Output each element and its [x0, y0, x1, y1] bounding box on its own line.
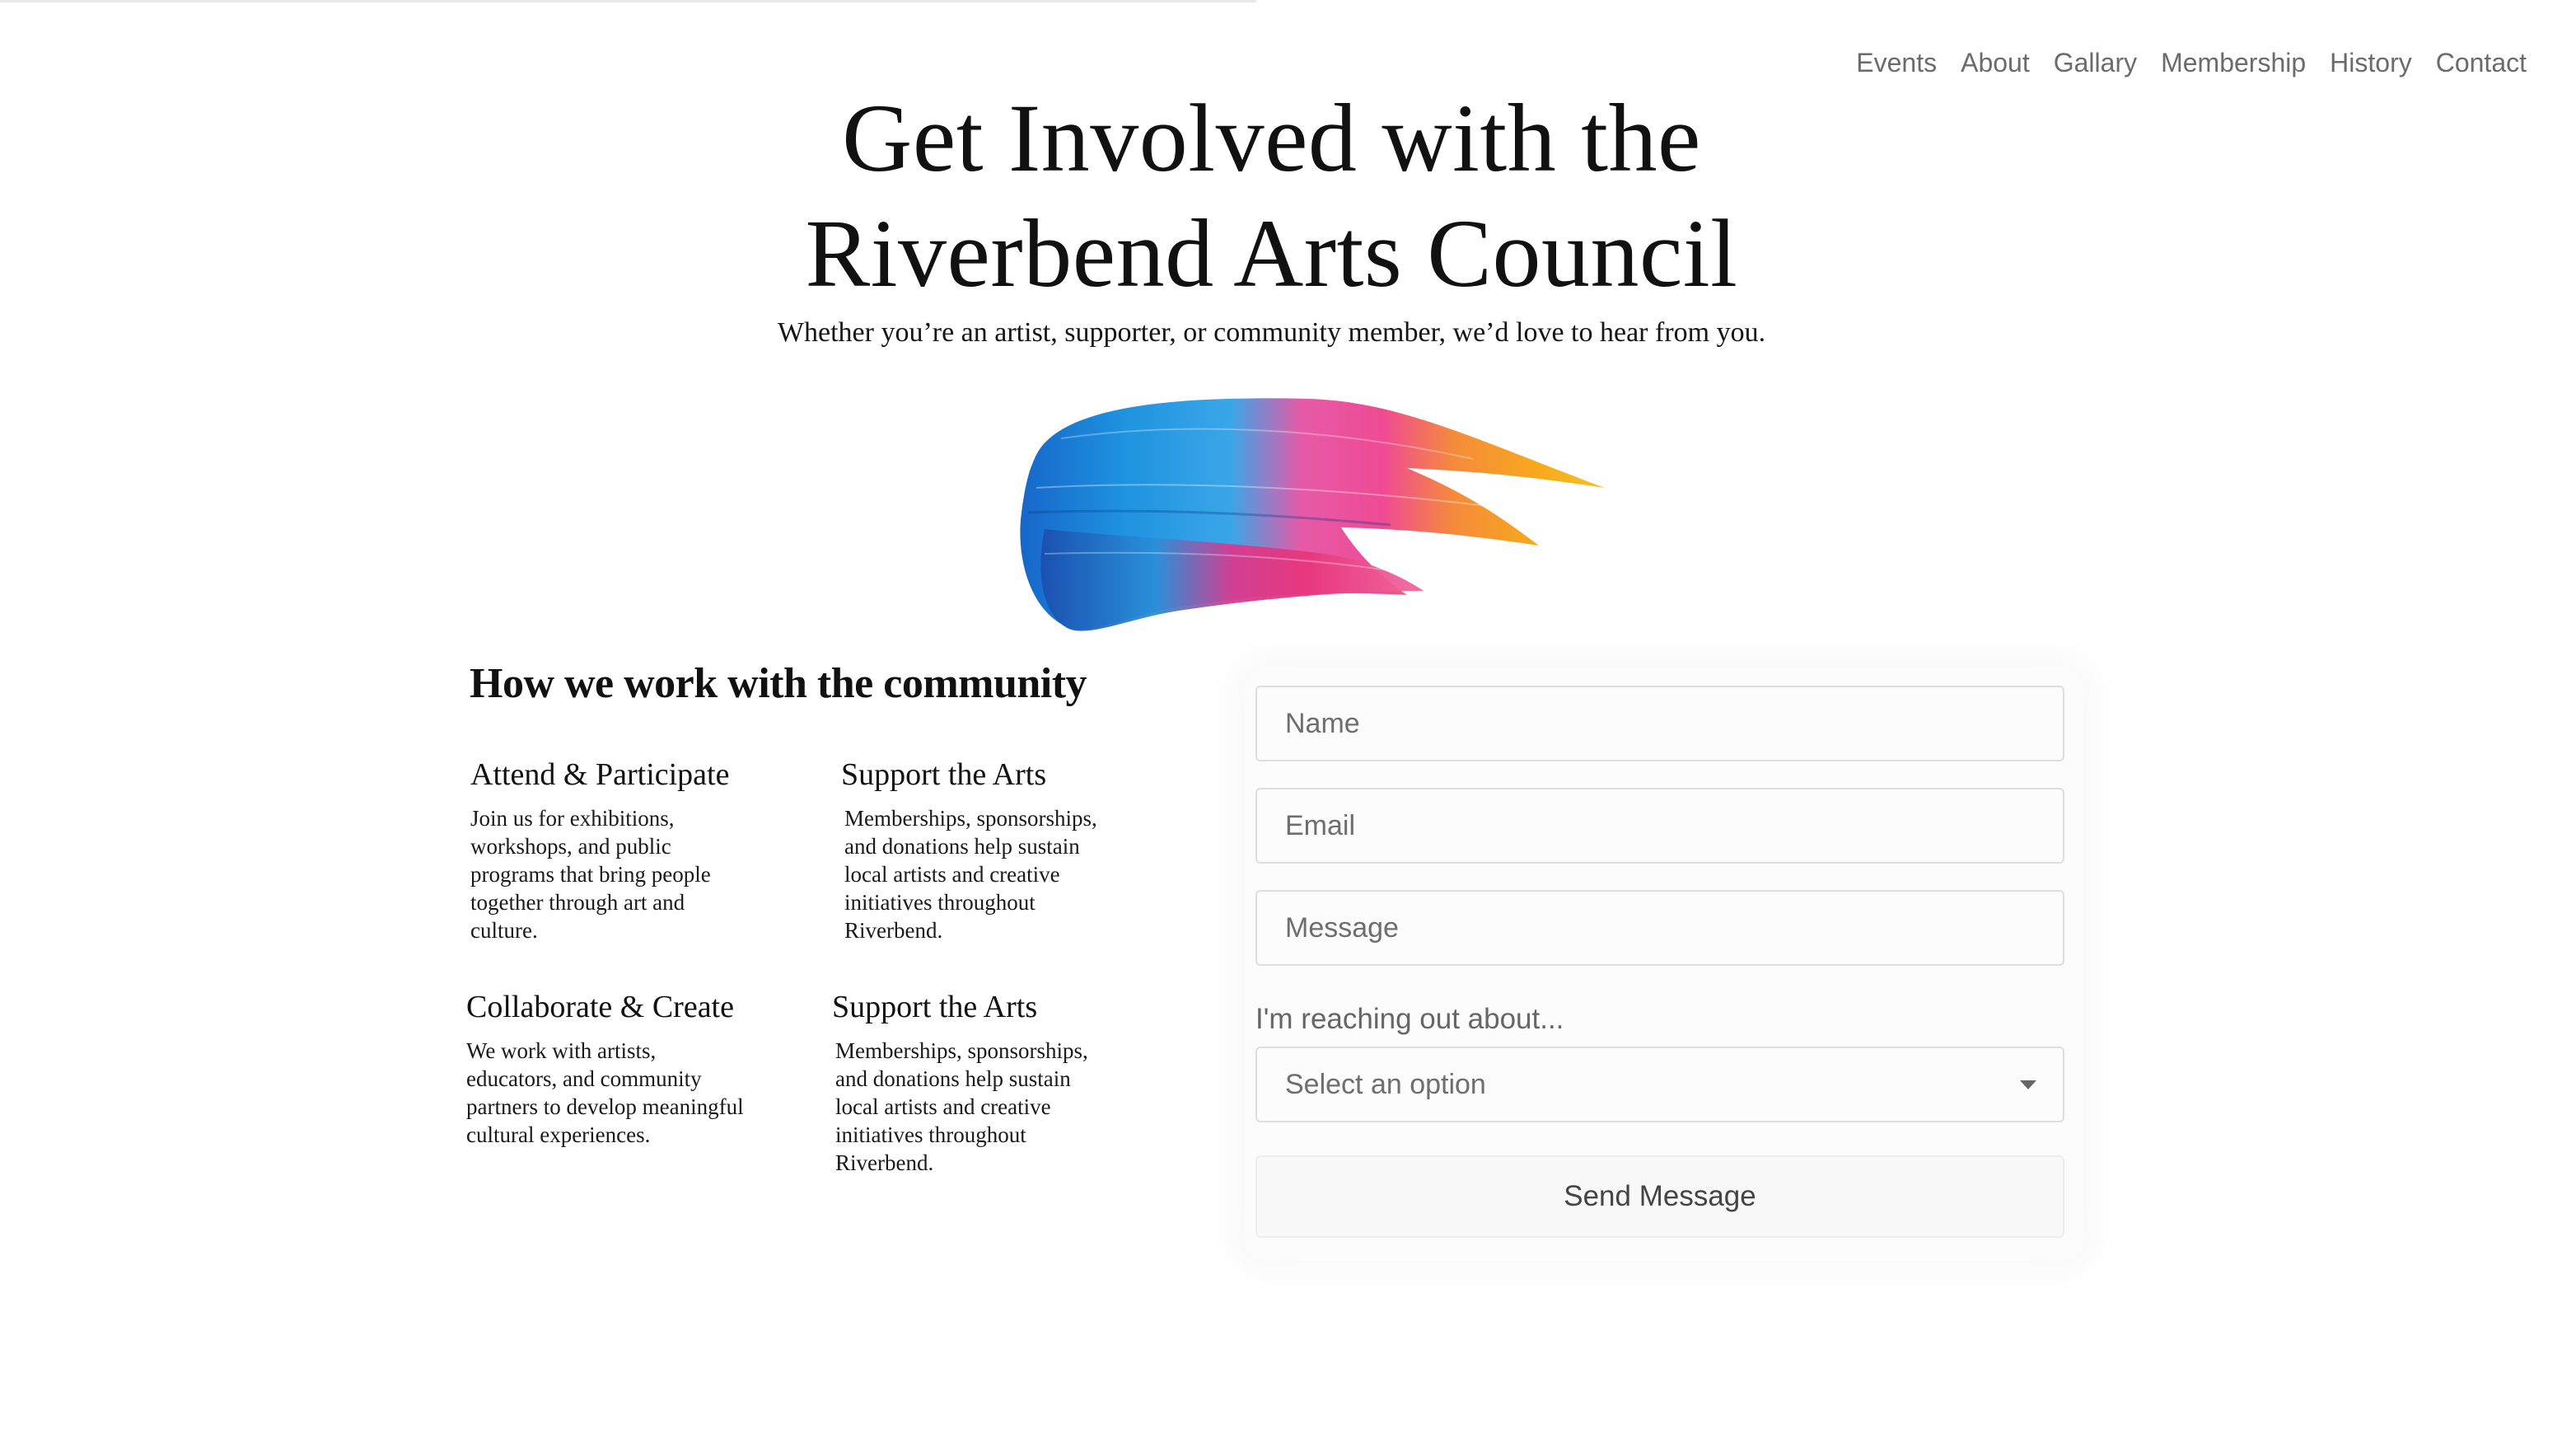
name-input[interactable]	[1285, 708, 2035, 740]
reason-select[interactable]	[1255, 1047, 2064, 1122]
message-field[interactable]	[1255, 890, 2064, 966]
page-title	[0, 81, 2543, 311]
community-heading: How we work with the community	[470, 660, 1087, 707]
nav-link-events[interactable]: Events	[1856, 48, 1938, 77]
email-field[interactable]	[1255, 788, 2064, 864]
card-title: Attend & Participate	[470, 757, 730, 792]
page-subtitle: Whether you’re an artist, supporter, or community member, we’d love to hear from you.	[777, 317, 1766, 348]
nav-link-history[interactable]: History	[2330, 48, 2412, 77]
page-title-line-1: Get Involved with the	[842, 84, 1701, 192]
email-input[interactable]	[1285, 810, 2035, 842]
send-message-button[interactable]: Send Message	[1255, 1155, 2064, 1238]
community-card-attend	[470, 756, 775, 944]
chevron-down-icon	[2020, 1080, 2036, 1089]
card-title: Collaborate & Create	[466, 990, 734, 1024]
nav-link-gallery[interactable]: Gallary	[2053, 48, 2138, 77]
community-card-support	[841, 756, 1146, 944]
card-body: Memberships, sponsorships, and donations help sustain local artists and creative initiatives throughout Riverbend.	[835, 1038, 1088, 1175]
community-card-support-2	[832, 989, 1137, 1177]
card-body: Memberships, sponsorships, and donations help sustain local artists and creative initiatives throughout Riverbend.	[844, 806, 1097, 943]
nav-link-about[interactable]: About	[1961, 48, 2030, 77]
nav-link-membership[interactable]: Membership	[2161, 48, 2307, 77]
page-title-line-2: Riverbend Arts Council	[805, 199, 1738, 307]
card-body: Join us for exhibitions, workshops, and public programs that bring people together through art and culture.	[470, 806, 711, 943]
nav-link-contact[interactable]: Contact	[2435, 48, 2527, 77]
card-body: We work with artists, educators, and community partners to develop meaningful cultural experiences.	[466, 1038, 744, 1147]
reason-label: I'm reaching out about...	[1255, 1003, 1564, 1035]
name-field[interactable]	[1255, 686, 2064, 761]
main-nav	[1856, 48, 2527, 78]
top-divider	[0, 0, 1256, 2]
reason-selected-value: Select an option	[1285, 1068, 1486, 1100]
community-card-collaborate	[466, 989, 771, 1149]
message-input[interactable]	[1285, 912, 2035, 944]
paint-brush-stroke-image	[1012, 389, 1613, 653]
card-title: Support the Arts	[832, 990, 1038, 1024]
card-title: Support the Arts	[841, 757, 1047, 792]
